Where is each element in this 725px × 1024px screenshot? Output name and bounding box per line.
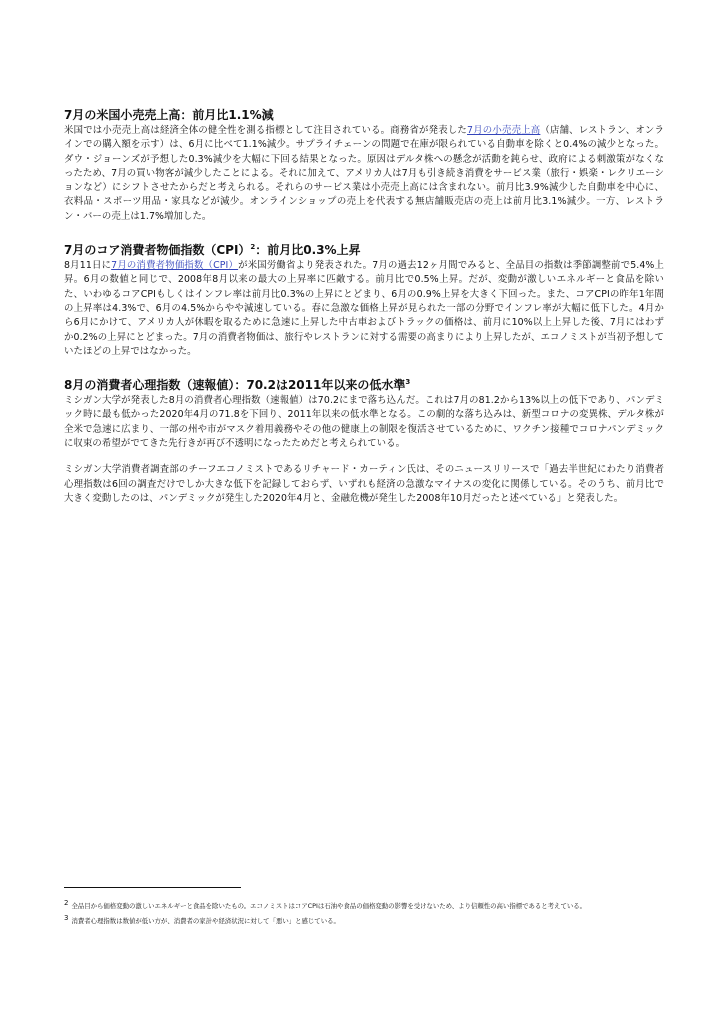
article-body xyxy=(64,107,664,524)
footnote-ref[interactable]: 3 xyxy=(405,378,411,387)
section-paragraph xyxy=(64,463,664,506)
footnote-ref[interactable]: 2 xyxy=(250,243,256,252)
section-heading xyxy=(64,107,664,124)
heading-text: ：前月比0.3%上昇 xyxy=(255,243,361,258)
footnote-mark: 3 xyxy=(64,914,69,922)
heading-text: 8月の消費者心理指数（速報値）：70.2は2011年以来の低水準 xyxy=(64,378,406,393)
footnote-divider xyxy=(64,887,241,888)
retail-sales-link[interactable]: 7月の小売売上高 xyxy=(467,125,541,136)
section-heading xyxy=(64,377,664,394)
footnotes xyxy=(64,898,664,928)
section-heading xyxy=(64,242,664,259)
section-paragraph xyxy=(64,394,664,451)
section-paragraph xyxy=(64,124,664,224)
section-core-cpi xyxy=(64,242,664,359)
paragraph-text: ミシガン大学が発表した8月の消費者心理指数（速報値）は70.2にまで落ち込んだ。これは7月の81.2から13%以上の低下であり、パンデミック時に最も低かった2020年4月の71.8を下回り、2011年以来の低水準となる。この劇的な落ち込みは、新型コロナの変異株、デルタ株が全米で急速に広まり、一部の州や市がマスク着用義務やその他の健康上の制限を復活させているために、ワクチン接種でコロナパンデミックに収束の希望がでてきた先行きが再び不透明になったためだと考えられている。 xyxy=(64,395,664,450)
footnote-text: 全品目から価格変動の激しいエネルギーと食品を除いたもの。エコノミストはコアCPIは石油や食品の価格変動の影響を受けないため、より信頼性の高い指標であると考えている。 xyxy=(71,902,587,910)
paragraph-text: 8月11日に xyxy=(64,260,112,272)
paragraph-text: 米国では小売売上高は経済全体の健全性を測る指標として注目されている。商務省が発表した xyxy=(64,125,468,136)
paragraph-text: が米国労働省より発表された。7月の過去12ヶ月間でみると、全品目の指数は季節調整前で5.4%上昇。6月の数値と同じで、2008年8月以来の最大の上昇率に匹敵する。前月比で0.5%上昇。だが、変動が激しいエネルギーと食品を除いた、いわゆるコアCPIもしくはインフレ率は前月比0.3%の上昇にとどまり、6月の0.9%上昇を大きく下回った。また、コアCPIの昨年1年間の上昇率は4.3%で、6月の4.5%からやや減速している。春に急激な価格上昇が見られた一部の分野でインフレ率が大幅に低下した。4月から6月にかけて、アメリカ人が休暇を取るために急速に上昇した中古車およびトラックの価格は、前月に10%以上上昇した後、7月にはわずか0.2%の上昇にとどまった。7月の消費者物価は、旅行やレストランに対する需要の高まりにより上昇したが、エコノミストが当初予想していたほどの上昇ではなかった。 xyxy=(64,260,664,357)
section-paragraph xyxy=(64,259,664,359)
footnote xyxy=(64,913,664,926)
heading-text: 7月の米国小売売上高：前月比1.1%減 xyxy=(64,108,274,122)
footnote-text: 消費者心理指数は数値が低い方が、消費者の家計や経済状況に対して「悪い」と感じている。 xyxy=(71,917,340,925)
cpi-link[interactable]: 7月の消費者物価指数（CPI） xyxy=(111,260,239,272)
paragraph-text: ミシガン大学消費者調査部のチーフエコノミストであるリチャード・カーティン氏は、そのニュースリリースで「過去半世紀にわたり消費者心理指数は6回の調査だけでしか大きな低下を記録しておらず、いずれも経済の急激なマイナスの変化に関係している。そのうち、前月比で大きく変動したのは、パンデミックが発生した2020年4月と、金融危機が発生した2008年10月だったと述べている」と発表した。 xyxy=(64,464,664,504)
footnote-mark: 2 xyxy=(64,899,69,907)
section-consumer-sentiment xyxy=(64,377,664,506)
footnote xyxy=(64,898,664,911)
section-retail-sales xyxy=(64,107,664,224)
paragraph-text: （店舗、レストラン、オンラインでの購入額を示す）は、6月に比べて1.1%減少。サプライチェーンの問題で在庫が限られている自動車を除くと0.4%の減少となった。ダウ・ジョーンズが予想した0.3%減少を大幅に下回る結果となった。原因はデルタ株への懸念が活動を鈍らせ、政府による刺激策がなくなったため、7月の買い物客が減少したことによる。それに加えて、アメリカ人は7月も引き続き消費をサービス業（旅行・娯楽・レクリエーションなど）にシフトさせたからだと考えられる。それらのサービス業は小売売上高には含まれない。前月比3.9%減少した自動車を中心に、衣料品・スポーツ用品・家具などが減少。オンラインショップの売上を代表する無店舗販売店の売上は前月比3.1%減少。一方、レストラン・バーの売上は1.7%増加した。 xyxy=(64,125,664,222)
heading-text: 7月のコア消費者物価指数（CPI） xyxy=(64,243,251,258)
